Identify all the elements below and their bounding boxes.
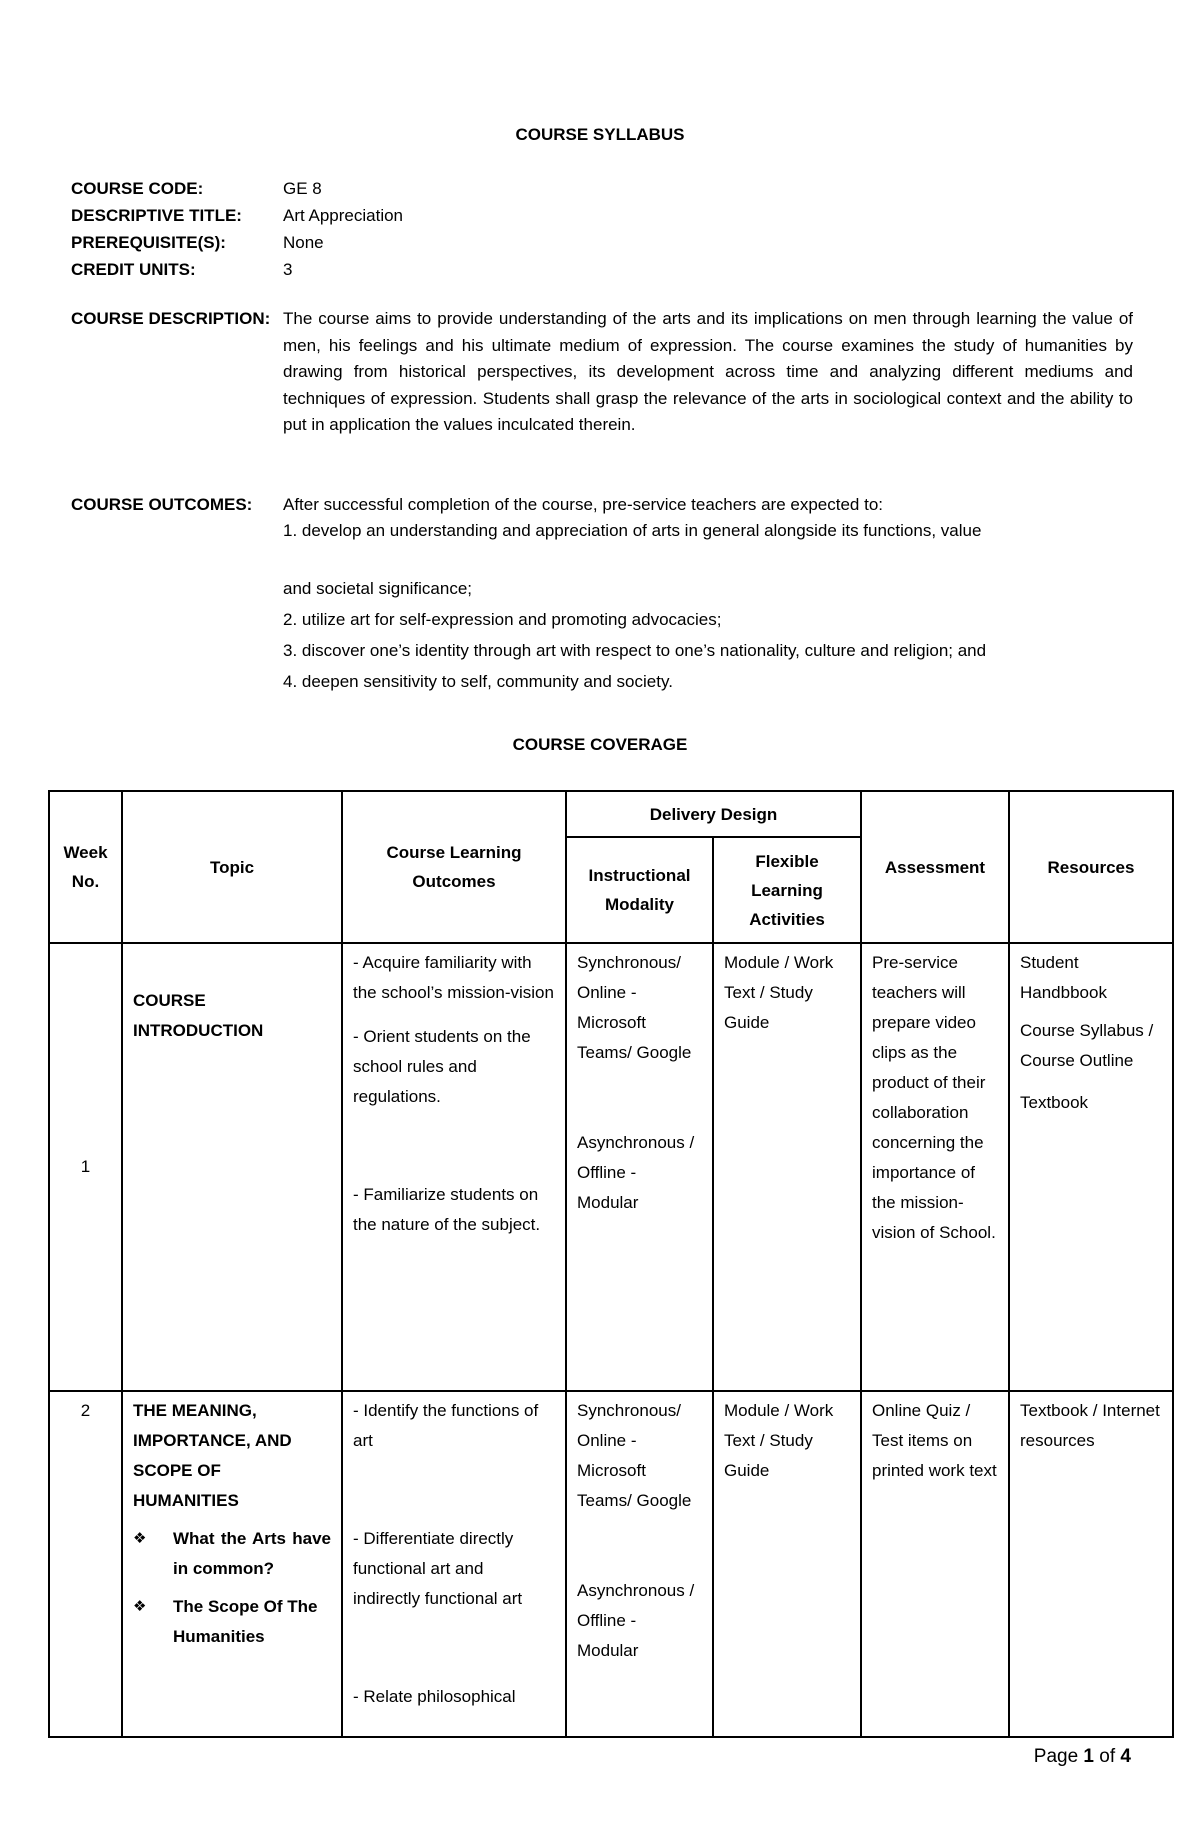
course-meta (71, 175, 403, 283)
table-row (49, 1391, 1173, 1737)
meta-row-credits (71, 256, 403, 283)
diamond-bullet-icon: ❖ (133, 1530, 147, 1547)
outcomes-list (283, 518, 1143, 695)
topic-text: COURSE INTRODUCTION (133, 991, 264, 1040)
meta-label: COURSE CODE: (71, 179, 204, 198)
page-prefix: Page (1033, 1746, 1079, 1767)
modality-cell (566, 943, 713, 1391)
assessment-cell: Online Quiz / Test items on printed work text (861, 1391, 1009, 1737)
meta-value: GE 8 (283, 179, 322, 198)
description-text: The course aims to provide understanding of the arts and its implications on men through learning the value of men, his feelings and his ultimate medium of expression. The course examines the study of humanities by drawing from historical perspectives, its development across time and analyzing different mediums and techniques of expression. Students shall grasp the relevance of the arts in sociological context and the ability to put in application the values inculcated therein. (283, 309, 1133, 434)
bullet-text: The Scope Of The Humanities (173, 1597, 318, 1646)
total-pages: 4 (1120, 1746, 1131, 1767)
course-outcomes (71, 492, 1133, 691)
topic-text: THE MEANING, IMPORTANCE, AND SCOPE OF HUMANITIES (133, 1401, 292, 1510)
header-topic: Topic (122, 791, 342, 943)
topic-cell (122, 1391, 342, 1737)
modality-item: Asynchronous / Offline - Modular (577, 1581, 695, 1660)
outcome-item: 4. deepen sensitivity to self, community and society. (283, 672, 673, 691)
header-delivery-design: Delivery Design (566, 791, 861, 837)
header-clo: Course Learning Outcomes (342, 791, 566, 943)
outcome-item: 3. discover one’s identity through art with respect to one’s nationality, culture and religion; and (283, 641, 987, 660)
topic-cell (122, 943, 342, 1391)
meta-label: DESCRIPTIVE TITLE: (71, 206, 242, 225)
outcomes-header (71, 492, 1133, 518)
page-number (1034, 1746, 1131, 1768)
meta-value: 3 (283, 260, 293, 279)
modality-item: Asynchronous / Offline - Modular (577, 1133, 695, 1212)
header-resources: Resources (1009, 791, 1173, 943)
flexible-cell: Module / Work Text / Study Guide (713, 943, 861, 1391)
clo-cell (342, 943, 566, 1391)
meta-row-title (71, 202, 403, 229)
meta-label: CREDIT UNITS: (71, 260, 196, 279)
clo-item: - Acquire familiarity with the school’s mission-vision (353, 953, 554, 1002)
topic-bullet (133, 1592, 331, 1652)
meta-value: Art Appreciation (283, 206, 404, 225)
header-week: Week No. (49, 791, 122, 943)
header-modality: Instructional Modality (566, 837, 713, 943)
header-flexible: Flexible Learning Activities (713, 837, 861, 943)
week-cell: 2 (49, 1391, 122, 1737)
header-assessment: Assessment (861, 791, 1009, 943)
current-page: 1 (1083, 1746, 1094, 1767)
diamond-bullet-icon: ❖ (133, 1598, 147, 1615)
table-row (49, 943, 1173, 1391)
outcomes-label: COURSE OUTCOMES: (71, 495, 253, 514)
assessment-cell: Pre-service teachers will prepare video clips as the product of their collaboration concerning the importance of the mission-vision of School. (861, 943, 1009, 1391)
modality-cell (566, 1391, 713, 1737)
clo-item: - Identify the functions of art (353, 1401, 539, 1450)
page-title: COURSE SYLLABUS (515, 125, 685, 144)
course-description (71, 306, 1133, 439)
meta-label: PREREQUISITE(S): (71, 233, 226, 252)
page-of: of (1099, 1746, 1116, 1767)
coverage-title: COURSE COVERAGE (512, 735, 688, 754)
description-label: COURSE DESCRIPTION: (71, 309, 271, 328)
resource-item: Student Handbbook (1020, 953, 1107, 1002)
resource-item: Textbook (1020, 1093, 1089, 1112)
clo-cell (342, 1391, 566, 1737)
resources-cell: Textbook / Internet resources (1009, 1391, 1173, 1737)
topic-bullet (133, 1524, 331, 1584)
flexible-cell: Module / Work Text / Study Guide (713, 1391, 861, 1737)
modality-item: Synchronous/ Online - Microsoft Teams/ Google (577, 953, 692, 1062)
clo-item: - Differentiate directly functional art and indirectly functional art (353, 1529, 523, 1608)
meta-row-code (71, 175, 403, 202)
bullet-text: What the Arts have in common? (173, 1529, 331, 1578)
course-coverage-table (48, 790, 1174, 1738)
clo-item: - Orient students on the school rules and regulations. (353, 1027, 531, 1106)
resources-cell (1009, 943, 1173, 1391)
outcome-item: and societal significance; (283, 579, 473, 598)
meta-row-prerequisite (71, 229, 403, 256)
clo-item: - Familiarize students on the nature of the subject. (353, 1185, 541, 1234)
clo-item: - Relate philosophical (353, 1687, 516, 1706)
week-cell: 1 (49, 943, 122, 1391)
outcome-item: 2. utilize art for self-expression and promoting advocacies; (283, 610, 722, 629)
modality-item: Synchronous/ Online - Microsoft Teams/ Google (577, 1401, 692, 1510)
outcomes-intro: After successful completion of the course, pre-service teachers are expected to: (283, 495, 884, 514)
resource-item: Course Syllabus / Course Outline (1020, 1021, 1154, 1070)
outcome-item: 1. develop an understanding and appreciation of arts in general alongside its functions, value (283, 521, 982, 540)
meta-value: None (283, 233, 324, 252)
